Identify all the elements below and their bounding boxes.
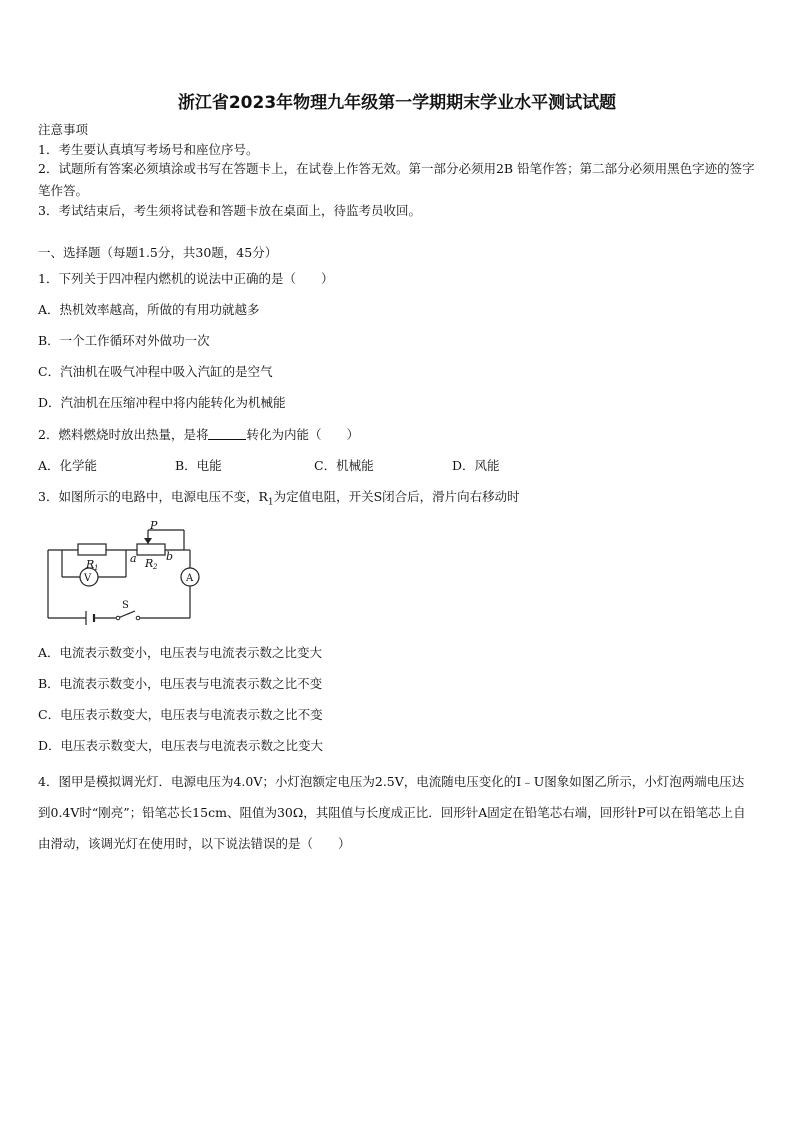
switch-label: S — [122, 600, 129, 611]
switch-s — [118, 611, 135, 618]
q3-stem-post: 为定值电阻，开关S闭合后，滑片向右移动时 — [273, 489, 520, 504]
terminal-a-label: a — [130, 552, 137, 565]
q2-stem-post: 转化为内能（ ） — [246, 427, 359, 442]
section-heading: 一、选择题（每题1.5分，共30题，45分） — [38, 245, 278, 260]
rheostat-r2 — [137, 544, 165, 555]
slider-p-label: P — [150, 519, 158, 532]
q1-option-d: D．汽油机在压缩冲程中将内能转化为机械能 — [38, 395, 286, 410]
q2-option-d: D．风能 — [452, 458, 500, 473]
r2-label: R — [145, 557, 154, 570]
q1-option-b: B．一个工作循环对外做功一次 — [38, 333, 210, 348]
r1-label: R — [86, 558, 95, 571]
q3-stem-pre: 3．如图所示的电路中，电源电压不变，R — [38, 489, 268, 504]
q2-option-a: A．化学能 — [38, 458, 98, 473]
resistor-r1 — [78, 544, 106, 555]
q2-stem — [38, 427, 756, 443]
q1-stem: 1．下列关于四冲程内燃机的说法中正确的是（ ） — [38, 271, 334, 286]
notice-item-1: 1．考生要认真填写考场号和座位序号。 — [38, 142, 259, 157]
q3-stem — [38, 489, 756, 511]
slider-arrow — [144, 538, 152, 544]
circuit-diagram — [42, 518, 204, 630]
voltmeter-label: V — [84, 573, 92, 584]
page-title: 浙江省2023年物理九年级第一学期期末学业水平测试试题 — [177, 93, 617, 113]
q3-option-d: D．电压表示数变大，电压表与电流表示数之比变大 — [38, 738, 324, 753]
q3-stem-sub: 1 — [267, 497, 274, 508]
q3-option-a: A．电流表示数变小，电压表与电流表示数之比变大 — [38, 645, 323, 660]
q1-option-a: A．热机效率越高，所做的有用功就越多 — [38, 302, 260, 317]
q4-stem: 4．图甲是模拟调光灯．电源电压为4.0V；小灯泡额定电压为2.5V，电流随电压变化的I﹣U图象如图乙所示，小灯泡两端电压达到0.4V时“刚亮”；铅笔芯长15cm、阻值为30Ω，其阻值与长度成正比．回形针A固定在铅笔芯右端，回形针P可以在铅笔芯上自由滑动，该调光灯在使用时，以下说法错误的是（ ） — [38, 774, 746, 851]
r1-sub-label: 1 — [94, 564, 99, 572]
q3-option-c: C．电压表示数变大，电压表与电流表示数之比不变 — [38, 707, 323, 722]
q2-answer-blank — [208, 427, 246, 440]
terminal-b-label: b — [166, 550, 174, 563]
ammeter-label: A — [186, 573, 194, 584]
q2-option-b: B．电能 — [175, 458, 222, 473]
q3-option-b: B．电流表示数变小，电压表与电流表示数之比不变 — [38, 676, 323, 691]
q2-option-c: C．机械能 — [314, 458, 374, 473]
r2-sub-label: 2 — [153, 563, 158, 571]
notice-item-3: 3．考试结束后，考生须将试卷和答题卡放在桌面上，待监考员收回。 — [38, 203, 421, 218]
q2-stem-pre: 2．燃料燃烧时放出热量，是将 — [38, 427, 209, 442]
notice-item-2: 2．试题所有答案必须填涂或书写在答题卡上，在试卷上作答无效。第一部分必须用2B 铅笔作答；第二部分必须用黑色字迹的签字笔作答。 — [38, 161, 755, 198]
q1-option-c: C．汽油机在吸气冲程中吸入汽缸的是空气 — [38, 364, 273, 379]
notice-heading: 注意事项 — [38, 122, 89, 137]
